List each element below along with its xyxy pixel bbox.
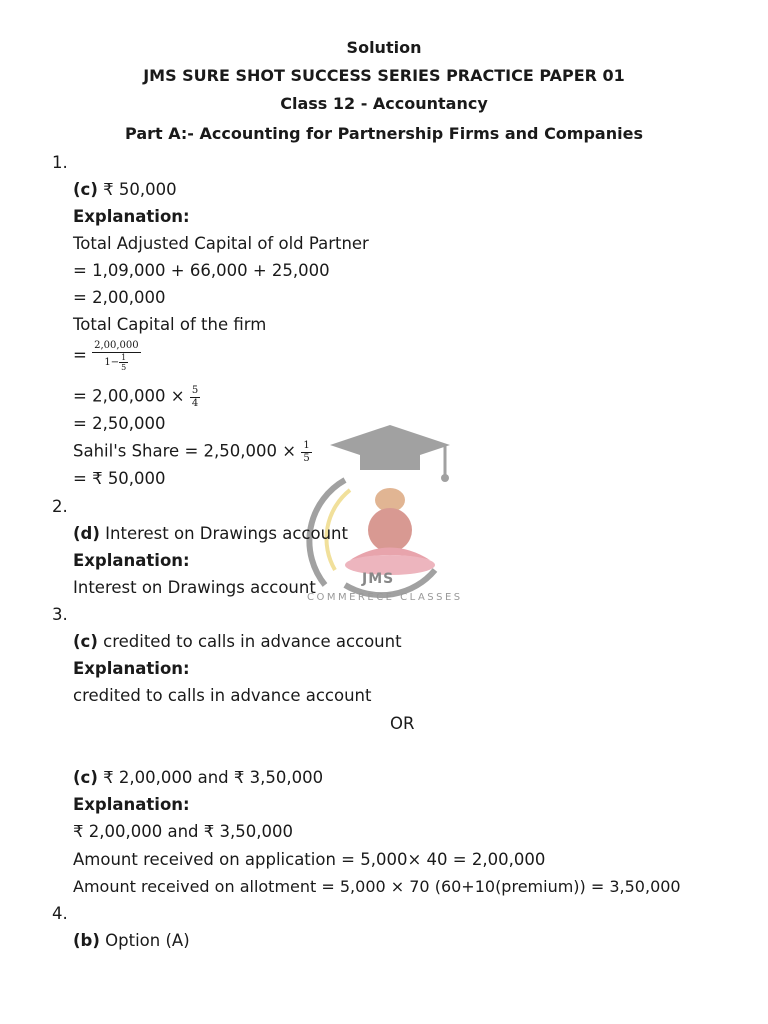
- watermark-brand: JMS: [362, 571, 395, 587]
- q4-answer: [73, 931, 190, 950]
- q3-alt-line-3: Amount received on allotment = 5,000 × 70 (60+10(premium)) = 3,50,000: [73, 877, 681, 896]
- q1-line-5: = 2,00,000 1− $\frac{1}{5}$: [73, 340, 139, 372]
- q1-line-8: Sahil's Share = 2,50,000 × $\frac{1}{5}$: [73, 440, 310, 464]
- question-number-3: 3.: [52, 605, 68, 624]
- part-title: Part A:- Accounting for Partnership Firms and Companies: [125, 124, 643, 143]
- q4-option: (b): [73, 931, 100, 950]
- watermark-subtitle: COMMERECE CLASSES: [307, 592, 463, 603]
- fraction: 2,00,000 1− $\frac{1}{5}$: [94, 340, 139, 372]
- q1-explanation-label: Explanation:: [73, 207, 190, 226]
- q1-line-9: = ₹ 50,000: [73, 469, 166, 488]
- q3-explanation-label: Explanation:: [73, 659, 190, 678]
- q2-option: (d): [73, 524, 100, 543]
- q3-alt-line-2: Amount received on application = 5,000× 40 = 2,00,000: [73, 850, 546, 869]
- question-number-2: 2.: [52, 497, 68, 516]
- q4-answer-text: Option (A): [99, 931, 190, 950]
- q3-alt-explanation-label: Explanation:: [73, 795, 190, 814]
- q3-line-1: credited to calls in advance account: [73, 686, 372, 705]
- class-title: Class 12 - Accountancy: [280, 94, 488, 113]
- q3-option: (c): [73, 632, 98, 651]
- q1-answer-text: ₹ 50,000: [97, 180, 177, 199]
- q1-line-3: = 2,00,000: [73, 288, 166, 307]
- q1-line-6: = 2,00,000 × $\frac{5}{4}$: [73, 385, 199, 409]
- q2-explanation-label: Explanation:: [73, 551, 190, 570]
- q3-alt-line-1: ₹ 2,00,000 and ₹ 3,50,000: [73, 822, 293, 841]
- q1-line-1: Total Adjusted Capital of old Partner: [73, 234, 369, 253]
- q1-line-7: = 2,50,000: [73, 414, 166, 433]
- q3-alt-option: (c): [73, 768, 98, 787]
- question-number-4: 4.: [52, 904, 68, 923]
- or-separator: OR: [390, 714, 415, 733]
- q2-answer-text: Interest on Drawings account: [99, 524, 348, 543]
- q3-answer-text: credited to calls in advance account: [97, 632, 402, 651]
- q1-answer: [73, 180, 177, 199]
- question-number-1: 1.: [52, 153, 68, 172]
- q3-alt-answer: [73, 768, 323, 787]
- series-title: JMS SURE SHOT SUCCESS SERIES PRACTICE PAPER 01: [143, 66, 625, 85]
- q1-line-2: = 1,09,000 + 66,000 + 25,000: [73, 261, 330, 280]
- q3-answer: [73, 632, 402, 651]
- q2-answer: [73, 524, 348, 543]
- solution-heading: Solution: [346, 38, 422, 57]
- fraction: $\frac{1}{5}$: [303, 440, 310, 464]
- q1-line-4: Total Capital of the firm: [73, 315, 267, 334]
- q1-option: (c): [73, 180, 98, 199]
- q2-line-1: Interest on Drawings account: [73, 578, 316, 597]
- fraction: $\frac{5}{4}$: [191, 385, 199, 409]
- q3-alt-answer-text: ₹ 2,00,000 and ₹ 3,50,000: [97, 768, 324, 787]
